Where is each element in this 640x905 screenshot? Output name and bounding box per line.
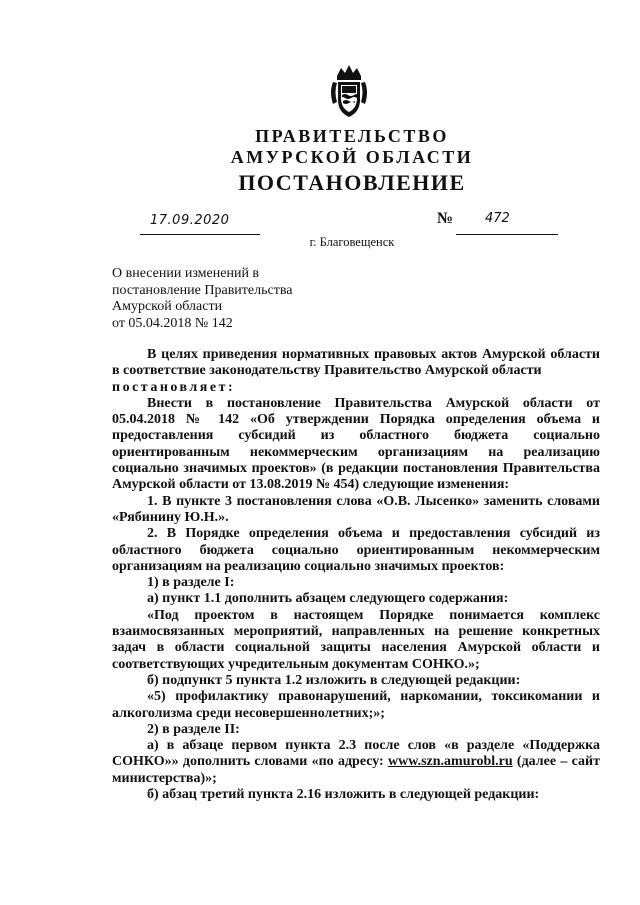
paragraph-item-2: 2. В Порядке определения объема и предоставления субсидий из областного бюджета социально ориентированным некоммерческим организациям на реализацию социально значимых проектов: bbox=[112, 526, 600, 574]
paragraph-item-1: 1. В пункте 3 постановления слова «О.В. Лысенко» заменить словами «Рябинину Ю.Н.». bbox=[112, 493, 600, 525]
government-title-line1: ПРАВИТЕЛЬСТВО bbox=[255, 126, 449, 146]
number-sign: № bbox=[437, 210, 454, 227]
paragraph-sub-a: а) пункт 1.1 дополнить абзацем следующего содержания: bbox=[147, 591, 509, 607]
decree-number: 472 bbox=[485, 211, 510, 226]
resolves-word: постановляет: bbox=[112, 379, 236, 395]
government-title-line2: АМУРСКОЙ ОБЛАСТИ bbox=[230, 147, 474, 167]
decree-body bbox=[112, 347, 600, 803]
paragraph-amend-intro: Внести в постановление Правительства Амурской области от 05.04.2018 № 142 «Об утверждении Порядка определения объема и предоставления субсидий из областного бюджета социально ориентированным некоммерческим организациям на реализацию социально значимых проектов» (в редакции постановления Правительства Амурской области от 13.08.2019 № 454) следующие изменения: bbox=[112, 395, 600, 493]
paragraph-section-1: 1) в разделе I: bbox=[147, 575, 235, 591]
city-name: г. Благовещенск bbox=[309, 235, 395, 249]
paragraph-preamble: В целях приведения нормативных правовых актов Амурской области в соответствие законодательству Правительство Амурской области bbox=[112, 347, 600, 379]
decree-date: 17.09.2020 bbox=[150, 213, 230, 228]
website-link[interactable]: www.szn.amurobl.ru bbox=[388, 754, 513, 770]
paragraph-project-definition: «Под проектом в настоящем Порядке понимается комплекс взаимосвязанных мероприятий, направленных на решение конкретных задач в области социальной защиты населения Амурской области и соответствующих учредительным документам СОНКО.»; bbox=[112, 607, 600, 672]
paragraph-prevention: «5) профилактику правонарушений, наркомании, токсикомании и алкоголизма среди несовершеннолетних;»; bbox=[112, 689, 600, 721]
website-text-after: (далее – сайт министерства)»; bbox=[112, 754, 600, 786]
website-text-before: а) в абзаце первом пункта 2.3 после слов «в разделе «Поддержка СОНКО»» дополнить словами «по адресу: bbox=[112, 738, 600, 770]
document-type-title: ПОСТАНОВЛЕНИЕ bbox=[238, 170, 466, 195]
decree-subject: О внесении изменений в постановление Правительства Амурской области от 05.04.2018 № 142 bbox=[112, 266, 293, 331]
paragraph-section-2: 2) в разделе II: bbox=[147, 721, 240, 737]
paragraph-sub-b: б) подпункт 5 пункта 1.2 изложить в следующей редакции: bbox=[147, 672, 521, 688]
paragraph-sub-b-2-16: б) абзац третий пункта 2.16 изложить в следующей редакции: bbox=[147, 787, 540, 803]
paragraph-website bbox=[112, 738, 600, 787]
amur-region-coat-of-arms-icon bbox=[327, 62, 371, 120]
